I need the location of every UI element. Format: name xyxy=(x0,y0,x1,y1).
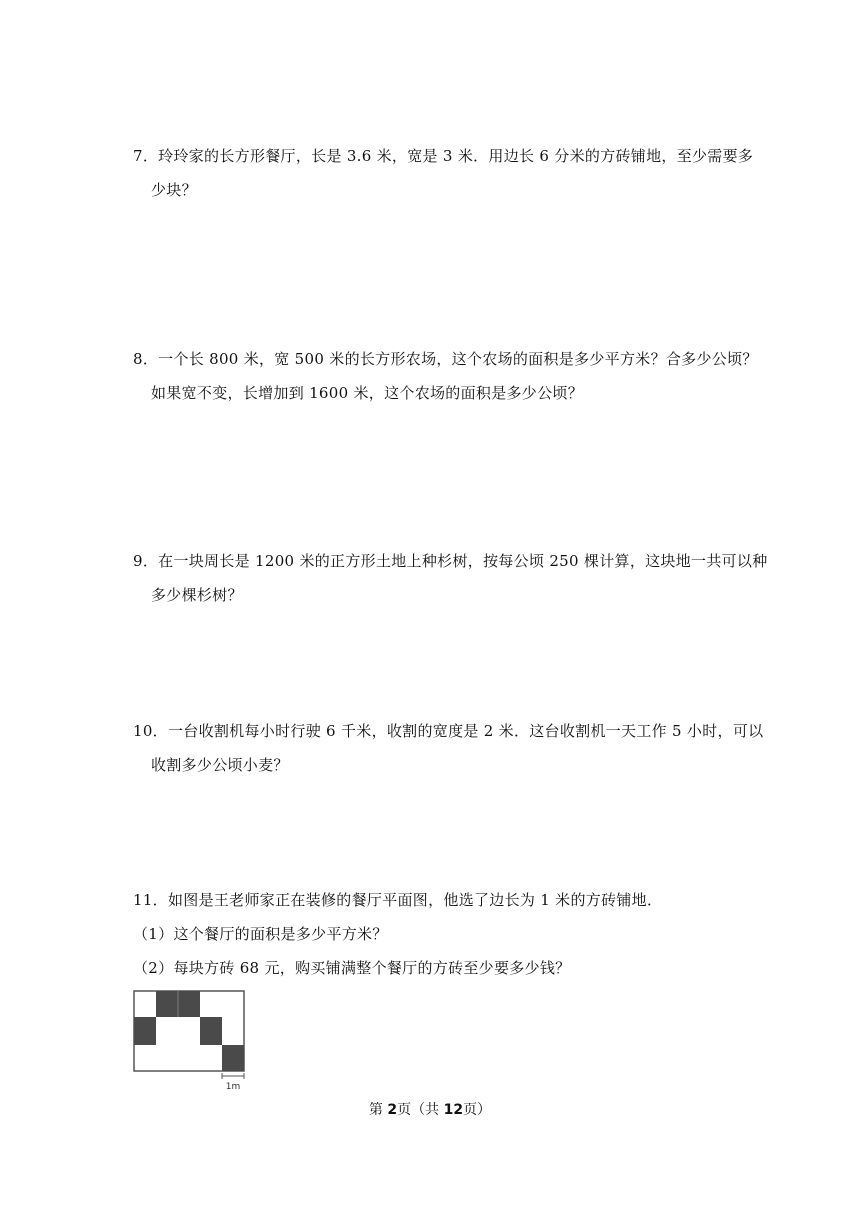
question-7-line-2: 少块？ xyxy=(151,181,197,199)
scale-label: 1m xyxy=(225,1082,241,1092)
dark-tile xyxy=(178,991,200,1017)
total-page-count: 12 xyxy=(443,1102,464,1118)
dark-tile xyxy=(156,991,178,1017)
footer-middle: 页（共 xyxy=(397,1102,444,1118)
floor-plan-svg xyxy=(133,989,251,1093)
dark-tile xyxy=(134,1017,156,1045)
question-11-sub-1: （1）这个餐厅的面积是多少平方米？ xyxy=(133,925,388,943)
floor-plan-figure xyxy=(133,989,251,1093)
question-9-line-2: 多少棵杉树？ xyxy=(151,586,243,604)
question-7-line-1: 7．玲玲家的长方形餐厅，长是 3.6 米，宽是 3 米．用边长 6 分米的方砖铺地，至少需要多 xyxy=(133,147,754,165)
footer-suffix: 页） xyxy=(463,1102,492,1118)
footer-prefix: 第 xyxy=(368,1102,388,1118)
question-11-line-1: 11．如图是王老师家正在装修的餐厅平面图，他选了边长为 1 米的方砖铺地． xyxy=(133,891,663,909)
dark-tile xyxy=(222,1045,244,1071)
dark-tile xyxy=(200,1017,222,1045)
question-11-sub-2: （2）每块方砖 68 元，购买铺满整个餐厅的方砖至少要多少钱？ xyxy=(133,959,571,977)
question-9-line-1: 9．在一块周长是 1200 米的正方形土地上种杉树，按每公顷 250 棵计算，这块地一共可以种 xyxy=(133,552,768,570)
question-10-line-2: 收割多少公顷小麦？ xyxy=(151,756,289,774)
question-8-line-2: 如果宽不变，长增加到 1600 米，这个农场的面积是多少公顷？ xyxy=(151,384,584,402)
question-10-line-1: 10．一台收割机每小时行驶 6 千米，收割的宽度是 2 米．这台收割机一天工作 5 小时，可以 xyxy=(133,722,764,740)
current-page-number: 2 xyxy=(387,1102,398,1118)
question-8-line-1: 8．一个长 800 米，宽 500 米的长方形农场，这个农场的面积是多少平方米？合多少公顷？ xyxy=(133,350,758,368)
page-footer xyxy=(0,1100,860,1120)
